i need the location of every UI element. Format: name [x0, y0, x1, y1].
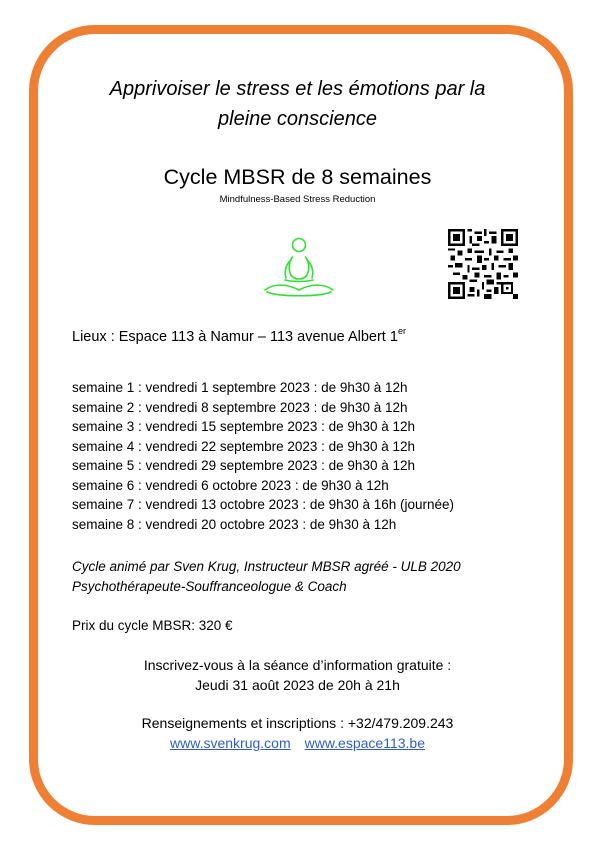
location-superscript: er [397, 326, 406, 336]
flyer-title [40, 74, 555, 134]
program-subheading: Mindfulness-Based Stress Reduction [219, 194, 376, 205]
contact-phone: Renseignements et inscriptions : +32/479.209.243 [141, 715, 454, 731]
title-line-2: pleine conscience [218, 108, 377, 130]
instructor-line-1: Cycle animé par Sven Krug, Instructeur MBSR agréé - ULB 2020 [72, 559, 461, 574]
schedule-list [72, 378, 454, 534]
program-heading: Cycle MBSR de 8 semaines [163, 165, 432, 189]
qr-code-icon[interactable] [448, 229, 518, 299]
schedule-item: semaine 7 : vendredi 13 octobre 2023 : de 9h30 à 16h (journée) [72, 497, 455, 512]
contact-links [40, 733, 555, 753]
info-session-line-1: Inscrivez-vous à la séance d’information gratuite : [143, 657, 452, 673]
contact-block [40, 713, 555, 753]
instructor-info [72, 557, 461, 596]
instructor-line-2: Psychothérapeute-Souffranceologue & Coach [72, 578, 347, 594]
schedule-item: semaine 8 : vendredi 20 octobre 2023 : de 9h30 à 12h [72, 516, 397, 532]
info-session [40, 655, 555, 695]
schedule-item: semaine 3 : vendredi 15 septembre 2023 : de 9h30 à 12h [72, 419, 415, 434]
location-text: Lieux : Espace 113 à Namur – 113 avenue Albert 1 [72, 329, 398, 345]
link-espace113[interactable]: www.espace113.be [304, 735, 425, 751]
schedule-item: semaine 4 : vendredi 22 septembre 2023 : de 9h30 à 12h [72, 438, 415, 454]
schedule-item: semaine 5 : vendredi 29 septembre 2023 : de 9h30 à 12h [72, 458, 415, 473]
title-line-1: Apprivoiser le stress et les émotions par la [109, 78, 486, 100]
schedule-item: semaine 1 : vendredi 1 septembre 2023 : de 9h30 à 12h [72, 380, 408, 395]
schedule-item: semaine 6 : vendredi 6 octobre 2023 : de 9h30 à 12h [72, 477, 389, 493]
location-line [72, 321, 406, 347]
link-svenkrug[interactable]: www.svenkrug.com [170, 735, 291, 751]
price-text: Prix du cycle MBSR: 320 € [72, 618, 233, 633]
schedule-item: semaine 2 : vendredi 8 septembre 2023 : de 9h30 à 12h [72, 399, 408, 415]
meditation-figure-icon [262, 234, 336, 300]
info-session-line-2: Jeudi 31 août 2023 de 20h à 21h [195, 677, 400, 693]
